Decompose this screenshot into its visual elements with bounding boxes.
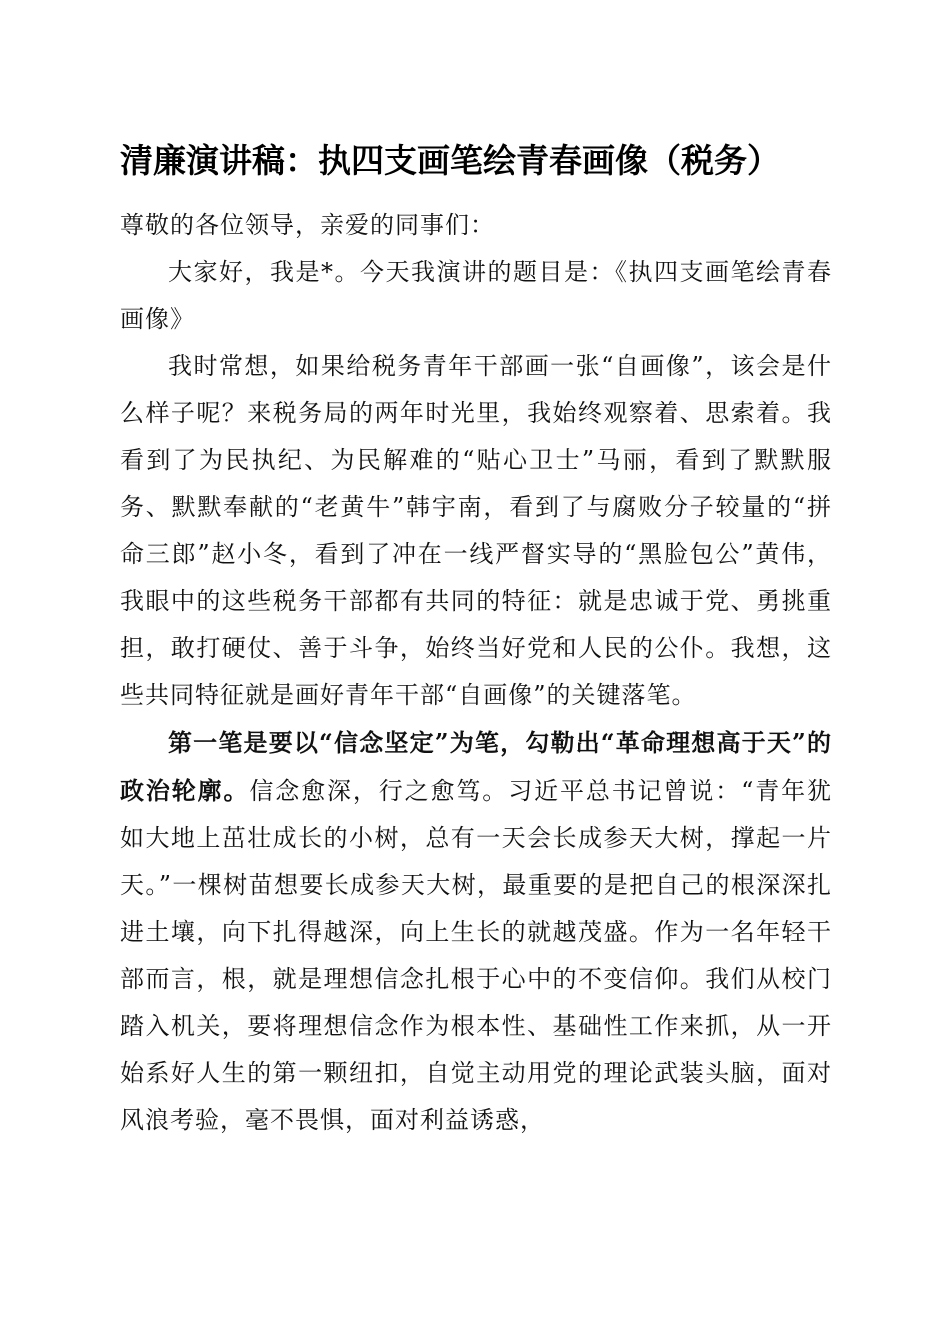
- document-title: 清廉演讲稿：执四支画笔绘青春画像（税务）: [120, 141, 780, 180]
- paragraph-first-stroke: [120, 719, 832, 1144]
- salutation: 尊敬的各位领导，亲爱的同事们：: [120, 211, 495, 239]
- section-body: 信念愈深，行之愈笃。习近平总书记曾说：“青年犹如大地上茁壮成长的小树，总有一天会长成参天大树，撑起一片天。”一棵树苗想要长成参天大树，最重要的是把自己的根深深扎进土壤，向下扎得越深，向上生长的就越茂盛。作为一名年轻干部而言，根，就是理想信念扎根于心中的不变信仰。我们从校门踏入机关，要将理想信念作为根本性、基础性工作来抓，从一开始系好人生的第一颗纽扣，自觉主动用党的理论武装头脑，面对风浪考验，毫不畏惧，面对利益诱惑，: [120, 777, 833, 1134]
- document-body: [120, 202, 832, 1144]
- section-lead: 第一笔是要以“信念坚定”为笔，勾勒出“革命理想高于天”的政治轮廓。: [120, 728, 832, 805]
- paragraph-self-portrait: 我时常想，如果给税务青年干部画一张“自画像”，该会是什么样子呢？来税务局的两年时光里，我始终观察着、思索着。我看到了为民执纪、为民解难的“贴心卫士”马丽，看到了默默服务、默默奉献的“老黄牛”韩宇南，看到了与腐败分子较量的“拼命三郎”赵小冬，看到了冲在一线严督实导的“黑脸包公”黄伟，我眼中的这些税务干部都有共同的特征：就是忠诚于党、勇挑重担，敢打硬仗、善于斗争，始终当好党和人民的公仆。我想，这些共同特征就是画好青年干部“自画像”的关键落笔。: [120, 352, 832, 709]
- paragraph-greeting: 大家好，我是*。今天我演讲的题目是：《执四支画笔绘青春画像》: [120, 258, 832, 333]
